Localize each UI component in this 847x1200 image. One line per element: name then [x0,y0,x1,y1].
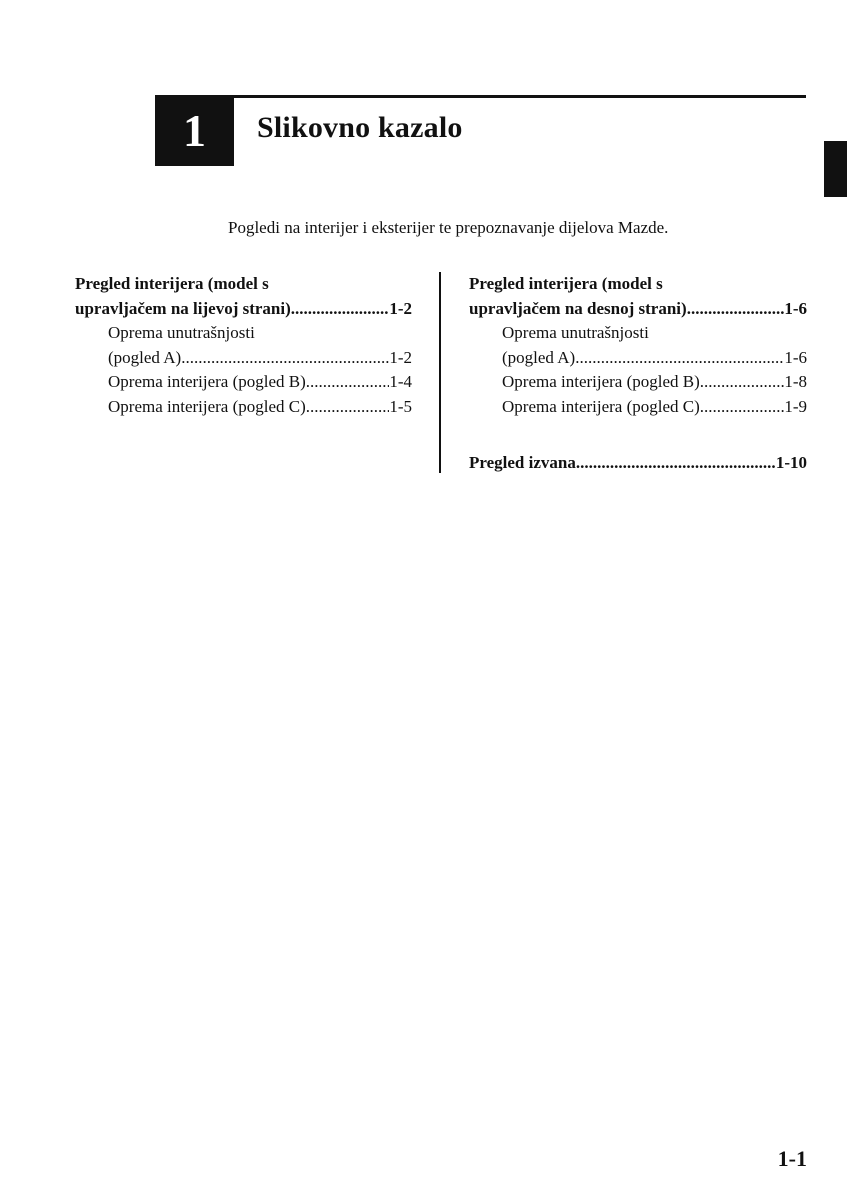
toc-entry-right-view-b[interactable] [469,370,807,395]
toc-entry-right-heading[interactable] [469,297,807,322]
chapter-number-box [155,95,234,166]
toc-entry-label: upravljačem na lijevoj strani) [75,298,291,318]
chapter-title: Slikovno kazalo [257,111,463,144]
toc-entry-page: 1-9 [784,396,807,416]
toc-entry-page: 1-6 [784,298,807,318]
toc-heading-line: Pregled interijera (model s [469,274,663,293]
toc-entry-page: 1-8 [784,372,807,391]
toc-entry-page: 1-10 [775,453,807,472]
toc-entry-page: 1-5 [389,396,412,416]
leader-dots [700,395,785,420]
toc-entry-label: Oprema interijera (pogled B) [108,372,306,391]
leader-dots [306,370,390,395]
leader-dots [291,297,390,322]
toc-entry-left-view-b[interactable] [75,370,412,395]
toc-entry-exterior[interactable] [469,451,807,476]
leader-dots [576,451,776,476]
toc-entry-line: Oprema unutrašnjosti [502,323,649,342]
leader-dots [181,346,389,371]
toc-entry-line: Oprema unutrašnjosti [108,323,255,342]
leader-dots [687,297,785,322]
leader-dots [700,370,785,395]
leader-dots [575,346,784,371]
toc-entry-left-heading[interactable] [75,297,412,322]
toc-left-column [75,272,412,419]
toc-entry-page: 1-2 [389,298,412,318]
spacer [469,419,807,451]
toc-entry-label: (pogled A) [502,347,576,367]
toc-entry-label: upravljačem na desnoj strani) [469,298,687,318]
chapter-number: 1 [183,105,206,156]
toc-right-column [469,272,807,476]
chapter-edge-tab [824,141,847,197]
toc-entry-label: Pregled izvana [469,453,576,472]
page-number: 1-1 [777,1146,807,1171]
chapter-intro: Pogledi na interijer i eksterijer te prepoznavanje dijelova Mazde. [228,218,669,237]
toc-entry-page: 1-6 [784,347,807,367]
header-rule [155,95,806,98]
leader-dots [306,395,390,420]
toc-entry-label: Oprema interijera (pogled C) [502,396,700,416]
toc-heading-line: Pregled interijera (model s [75,274,269,293]
column-divider [439,272,441,473]
toc-entry-label: Oprema interijera (pogled B) [502,372,700,391]
toc-entry-label: (pogled A) [108,347,182,367]
toc-entry-right-view-a[interactable] [469,346,807,371]
toc-entry-left-view-a[interactable] [75,346,412,371]
toc-entry-right-view-c[interactable] [469,395,807,420]
toc-entry-left-view-c[interactable] [75,395,412,420]
toc-entry-label: Oprema interijera (pogled C) [108,396,306,416]
toc-entry-page: 1-2 [389,347,412,367]
toc-entry-page: 1-4 [389,372,412,391]
